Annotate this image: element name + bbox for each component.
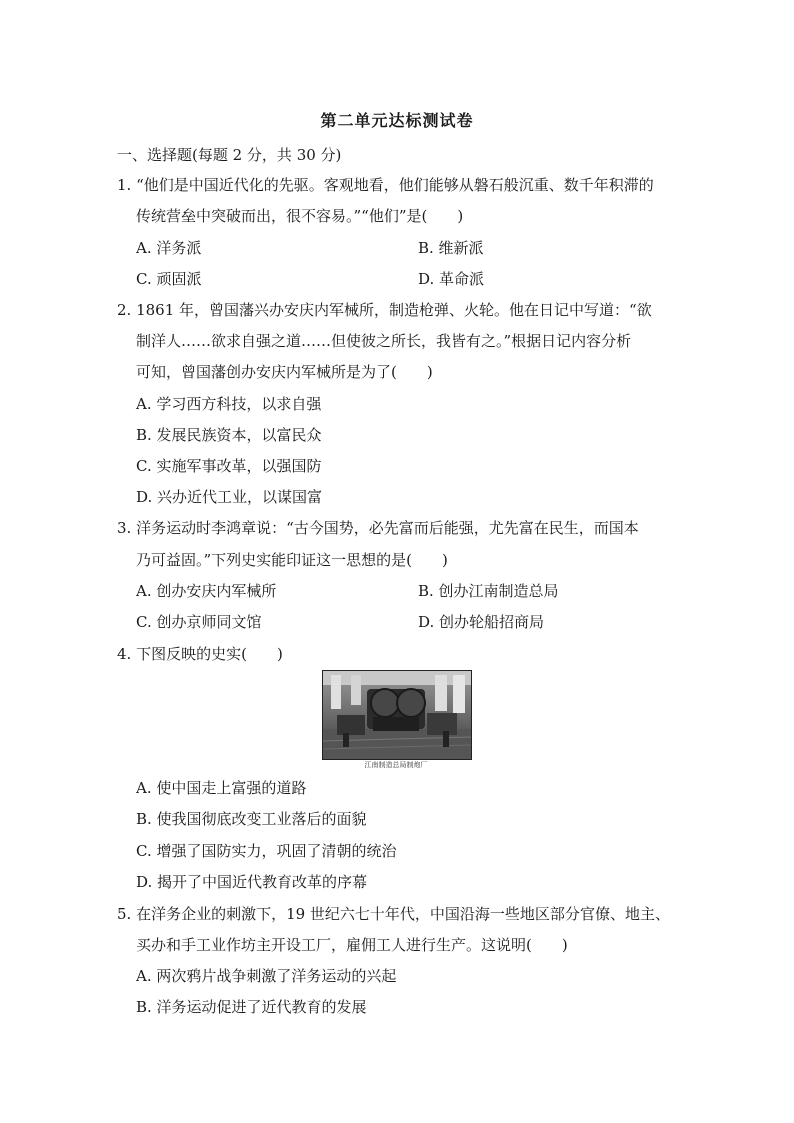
question-4-option-d: D. 揭开了中国近代教育改革的序幕: [136, 873, 368, 891]
question-1-option-a: A. 洋务派: [136, 239, 202, 257]
question-3-option-d: D. 创办轮船招商局: [418, 613, 545, 631]
question-4-option-a: A. 使中国走上富强的道路: [136, 779, 307, 797]
paren-close: ): [457, 207, 464, 225]
question-3-option-a: A. 创办安庆内军械所: [136, 582, 277, 600]
question-4-stem: 4. 下图反映的史实(: [117, 645, 247, 663]
question-2-line-1: 2. 1861 年，曾国藩兴办安庆内军械所，制造枪弹、火轮。他在日记中写道：“欲: [117, 301, 652, 319]
question-4-option-b: B. 使我国彻底改变工业落后的面貌: [136, 810, 367, 828]
factory-photo: [322, 670, 472, 760]
question-2-stem: 可知，曾国藩创办安庆内军械所是为了(: [136, 363, 397, 381]
question-5-option-b: B. 洋务运动促进了近代教育的发展: [136, 998, 367, 1016]
section-heading: 一、选择题(每题 2 分，共 30 分): [117, 146, 342, 164]
question-5-option-a: A. 两次鸦片战争刺激了洋务运动的兴起: [136, 967, 397, 985]
question-2-option-b: B. 发展民族资本，以富民众: [136, 426, 322, 444]
question-1-stem: 传统营垒中突破而出，很不容易。”“他们”是(: [136, 207, 428, 225]
question-1-line-2: [136, 206, 463, 226]
question-3-option-c: C. 创办京师同文馆: [136, 613, 262, 631]
question-1-option-b: B. 维新派: [418, 239, 484, 257]
paren-close: ): [426, 363, 433, 381]
question-3-option-b: B. 创办江南制造总局: [418, 582, 559, 600]
question-4-line-1: [117, 644, 283, 664]
question-2-option-a: A. 学习西方科技，以求自强: [136, 395, 322, 413]
question-2-option-c: C. 实施军事改革，以强国防: [136, 457, 322, 475]
factory-photo-illustration: [323, 671, 471, 759]
question-4-option-c: C. 增强了国防实力，巩固了清朝的统治: [136, 842, 397, 860]
question-2-line-2: 制洋人……欲求自强之道……但使彼之所长，我皆有之。”根据日记内容分析: [136, 332, 632, 350]
paren-close: ): [276, 645, 283, 663]
question-1-option-d: D. 革命派: [418, 270, 485, 288]
question-5-line-1: 5. 在洋务企业的刺激下，19 世纪六七十年代，中国沿海一些地区部分官僚、地主、: [117, 905, 670, 923]
photo-caption: 江南制造总局制炮厂: [364, 761, 428, 769]
paren-close: ): [442, 551, 448, 569]
question-3-line-1: 3. 洋务运动时李鸿章说：“古今国势，必先富而后能强，尤先富在民生，而国本: [117, 519, 639, 537]
question-5-stem: 买办和手工业作坊主开设工厂，雇佣工人进行生产。这说明(: [136, 936, 532, 954]
question-3-line-2: [136, 550, 448, 570]
question-1-option-c: C. 顽固派: [136, 270, 202, 288]
question-2-line-3: [136, 362, 433, 382]
page-title: 第二单元达标测试卷: [320, 111, 474, 130]
question-1-line-1: 1. “他们是中国近代化的先驱。客观地看，他们能够从磐石般沉重、数千年积滞的: [117, 176, 654, 194]
paren-close: ): [561, 936, 568, 954]
question-2-option-d: D. 兴办近代工业，以谋国富: [136, 488, 323, 506]
question-3-stem: 乃可益固。”下列史实能印证这一思想的是(: [136, 551, 413, 569]
question-5-line-2: [136, 935, 568, 955]
